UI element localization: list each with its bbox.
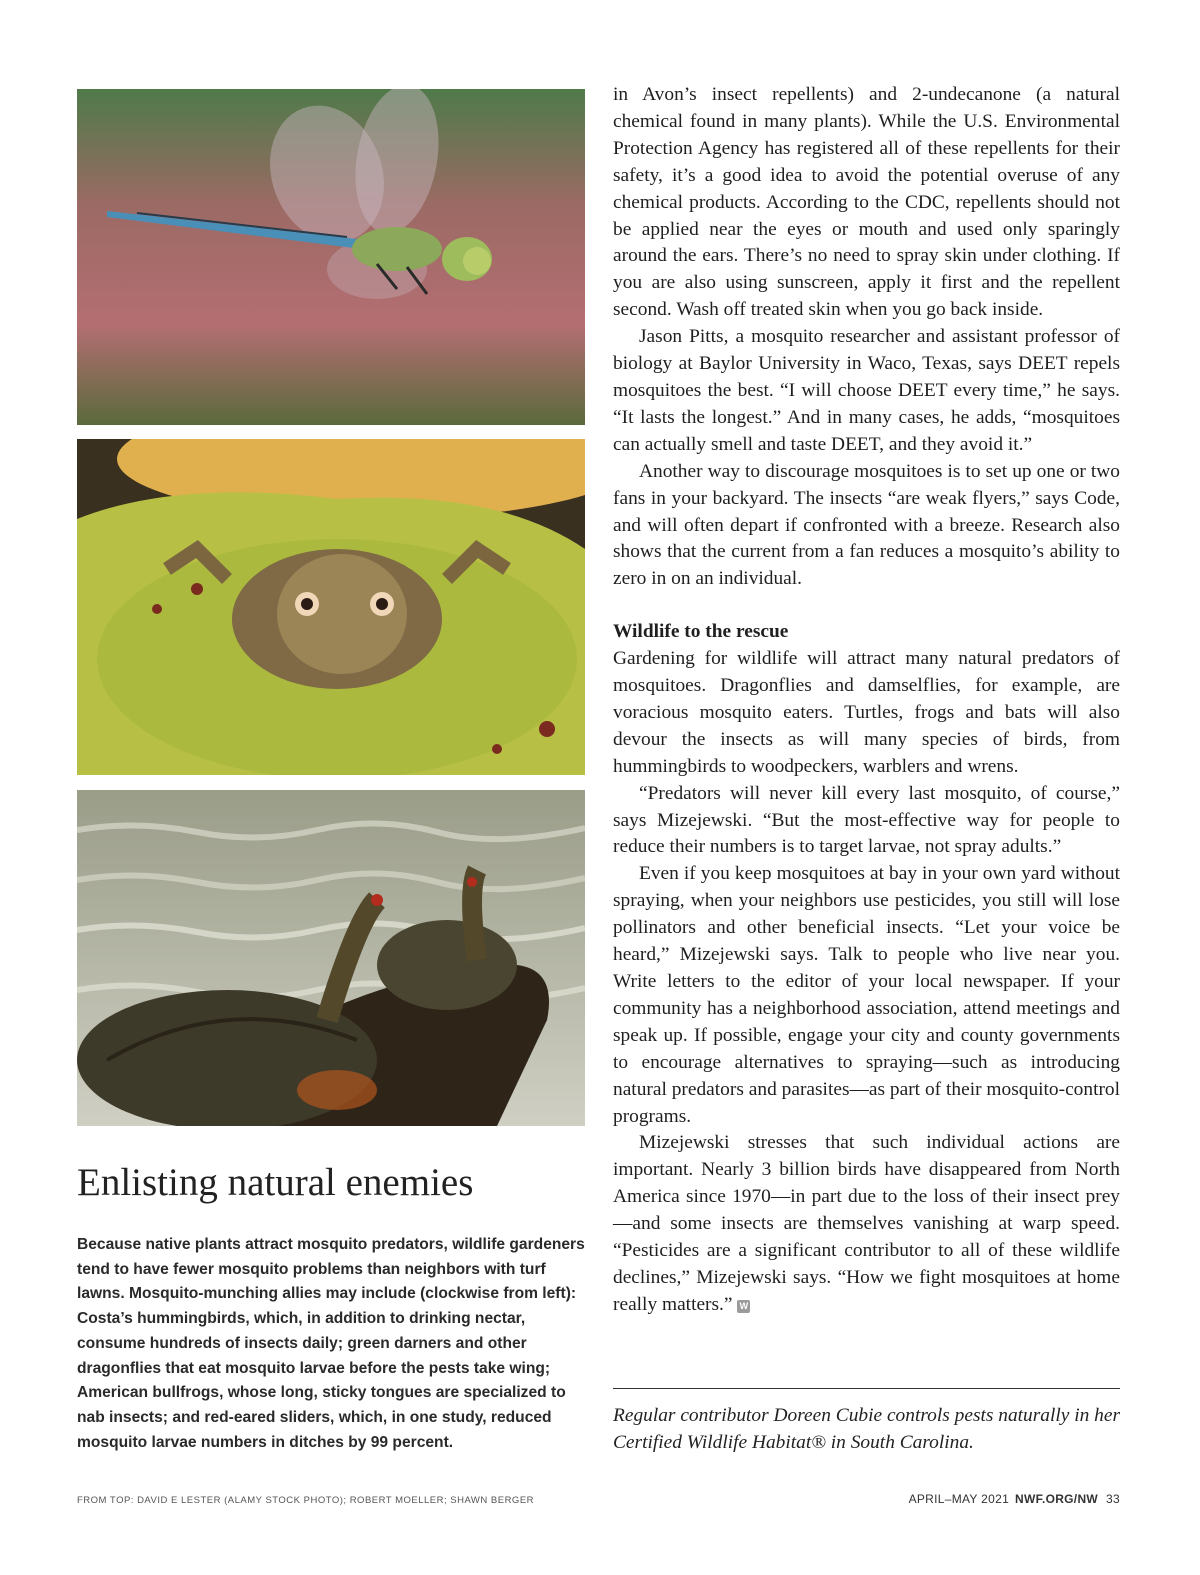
article-paragraph: Jason Pitts, a mosquito researcher and assistant professor of biology at Baylor University in Waco, Texas, says DEET repels mosquitoes the best. “I will choose DEET every time,” he says. “It lasts the longest.” And in many cases, he adds, “mosquitoes can actually smell and taste DEET, and they avoid it.” <box>613 326 1120 455</box>
article-paragraph: “Predators will never kill every last mosquito, of course,” says Mizejewski. “But the most-effective way for people to reduce their numbers is to target larvae, not spray adults.” <box>613 782 1120 858</box>
sidebar-title: Enlisting natural enemies <box>77 1161 474 1204</box>
article-paragraph: in Avon’s insect repellents) and 2-undecanone (a natural chemical found in many plants). While the U.S. Environmental Protection Agency has registered all of these repellents for their safety, it’s a good idea to avoid the potential overuse of any chemical products. According to the CDC, repellents should not be applied near the eyes or mouth and used only sparingly around the ears. There’s no need to spray skin under clothing. If you are also using sunscreen, apply it first and the repellent second. Wash off treated skin when you go back inside. <box>613 84 1120 321</box>
article-paragraph <box>613 1130 1120 1318</box>
sidebar-caption: Because native plants attract mosquito predators, wildlife gardeners tend to have fewer mosquito problems than neighbors with turf lawns. Mosquito-munching allies may include (clockwise from left): Costa’s hummingbirds, which, in addition to drinking nectar, consume hundreds of insects daily; green darners and other dragonflies that eat mosquito larvae before the pests take wing; American bullfrogs, whose long, sticky tongues are specialized to nab insects; and red-eared sliders, which, in one study, reduced mosquito larvae numbers in ditches by 99 percent. <box>77 1236 585 1451</box>
author-bio: Regular contributor Doreen Cubie controls pests naturally in her Certified Wildlife Habitat® in South Carolina. <box>613 1405 1120 1453</box>
bullfrog-photo <box>77 439 585 775</box>
website[interactable]: NWF.ORG/NW <box>1015 1492 1099 1506</box>
photo-credits: FROM TOP: DAVID E LESTER (ALAMY STOCK PHOTO); ROBERT MOELLER; SHAWN BERGER <box>77 1495 535 1506</box>
article-column <box>613 82 1120 1319</box>
red-eared-sliders-photo <box>77 790 585 1126</box>
article-paragraph: Even if you keep mosquitoes at bay in your own yard without spraying, when your neighbors use pesticides, you still will lose pollinators and other beneficial insects. “Let your voice be heard,” Mizejewski says. Talk to people who live near you. Write letters to the editor of your local newspaper. If your community has a neighborhood association, attend meetings and speak up. If possible, engage your city and county governments to encourage alternatives to spraying—such as introducing natural predators and parasites—as part of their mosquito-control programs. <box>613 863 1120 1127</box>
article-paragraph: Gardening for wildlife will attract many natural predators of mosquitoes. Dragonflies and damselflies, for example, are voracious mosquito eaters. Turtles, frogs and bats will also devour the insects as will many species of birds, from hummingbirds to woodpeckers, warblers and wrens. <box>613 648 1120 777</box>
page-number: 33 <box>1106 1492 1120 1506</box>
article-paragraph-text: Mizejewski stresses that such individual actions are important. Nearly 3 billion birds have disappeared from North America since 1970—in part due to the loss of their insect prey—and some insects are themselves vanishing at warp speed. “Pesticides are a significant contributor to all of these wildlife declines,” Mizejewski says. “How we fight mosquitoes at home really matters.” <box>613 1132 1120 1315</box>
section-heading: Wildlife to the rescue <box>613 621 789 643</box>
article-paragraph: Another way to discourage mosquitoes is to set up one or two fans in your backyard. The insects “are weak flyers,” says Code, and will often depart if confronted with a breeze. Research also shows that the current from a fan reduces a mosquito’s ability to zero in on an individual. <box>613 460 1120 590</box>
bio-divider <box>613 1388 1120 1389</box>
dragonfly-photo <box>77 89 585 425</box>
page-folio <box>909 1492 1120 1506</box>
issue-date: APRIL–MAY 2021 <box>908 1492 1010 1506</box>
end-mark-icon: W <box>737 1300 750 1313</box>
